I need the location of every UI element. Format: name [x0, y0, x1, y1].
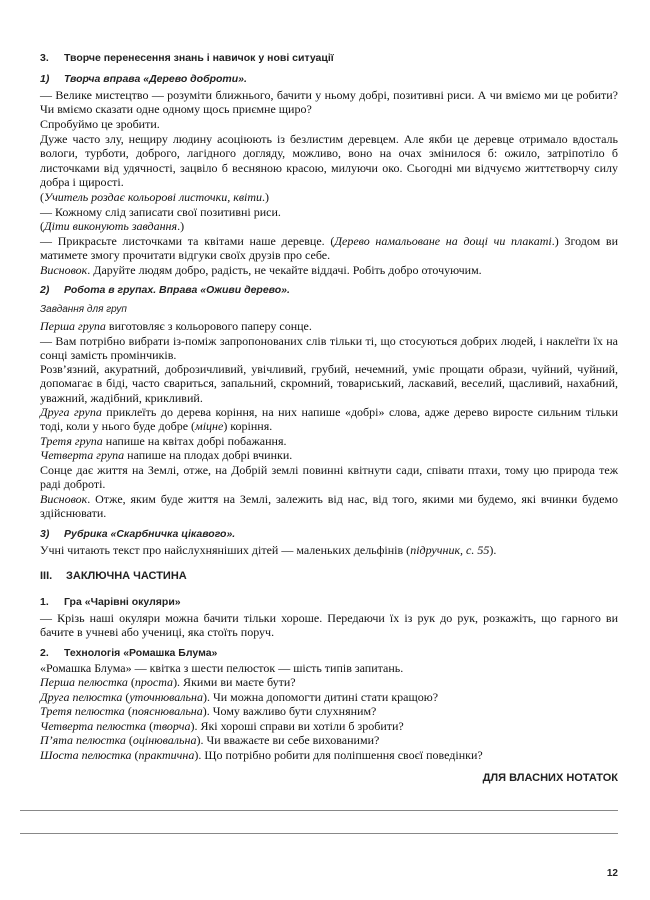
italic-fragment: П’ята пелюстка — [40, 733, 126, 747]
section-number: 3. — [40, 52, 49, 64]
group-task — [40, 319, 618, 333]
italic-fragment: Діти виконують завдання — [44, 219, 178, 233]
part-heading-III — [40, 570, 187, 582]
petal-question — [40, 733, 618, 747]
text-fragment: ). Чому важливо бути слухняним? — [202, 704, 377, 718]
conclusion — [40, 263, 618, 277]
text-fragment: напише на квітах добрі побажання. — [102, 434, 287, 448]
paragraph — [40, 543, 618, 557]
italic-fragment: Висновок — [40, 263, 88, 277]
text-fragment: виготовляє з кольорового паперу сонце. — [105, 319, 312, 333]
italic-fragment: Третя група — [40, 434, 103, 448]
petal-question — [40, 748, 618, 762]
page-number: 12 — [606, 868, 618, 879]
subsection-heading-3-3 — [40, 528, 235, 540]
italic-fragment: Перша група — [40, 319, 106, 333]
text-fragment: ( — [131, 748, 139, 762]
italic-fragment: проста — [134, 675, 174, 689]
text-fragment: ( — [146, 719, 154, 733]
text-fragment: приклеїть до дерева коріння, на них напише «добрі» слова, адже дерево виросте сильним тільки тоді, коли у нього буде добре ( — [40, 405, 618, 434]
petal-question — [40, 675, 618, 689]
group-task — [40, 405, 618, 434]
section-title: Творче перенесення знань і навичок у нові ситуації — [64, 52, 334, 64]
petal-question — [40, 704, 618, 718]
text-fragment: ). Чи можна допомогти дитині стати кращою? — [202, 690, 439, 704]
section-title: Гра «Чарівні окуляри» — [64, 596, 181, 608]
subsection-number: 3) — [40, 528, 50, 540]
italic-fragment: Учитель роздає кольорові листочки, квіти — [44, 190, 263, 204]
subsection-number: 2) — [40, 284, 50, 296]
paragraph: Сонце дає життя на Землі, отже, на Добрій землі повинні квітнути сади, співати птахи, тому цю природа теж раді доброті. — [40, 463, 618, 492]
subsection-title: Робота в групах. Вправа «Оживи дерево». — [64, 284, 290, 296]
subsection-title: Рубрика «Скарбничка цікавого». — [64, 528, 236, 540]
section-title: Технологія «Ромашка Блума» — [64, 647, 218, 659]
text-fragment: ( — [40, 190, 44, 204]
word-list: Розв’язний, акуратний, доброзичливий, увічливий, грубий, нечемний, уміє прощати образи, чуйний, чуйний, допомагає в біді, часто свариться, запальний, скромний, товариський, ласкавий, веселий, щасливий, нахабний, уважний, жадібний, крикливий. — [40, 362, 618, 405]
subsection-number: 1) — [40, 73, 50, 85]
paragraph: — Кожному слід записати свої позитивні риси. — [40, 205, 281, 219]
paragraph: Дуже часто злу, нещиру людину асоціюють із безлистим деревцем. Але якби це деревце отримало вдосталь вологи, турботи, доброго, лагідного догляду, можливо, воно на очах змінилося б: ожило, затріпотіло б листочками від удячності, зацвіло б весняною красою, милуючи око. Сьогодні ми відчуємо життєтворчу силу добра і щирості. — [40, 132, 618, 189]
italic-fragment: практична — [138, 748, 195, 762]
italic-fragment: Дерево намальоване на дощі чи плакаті — [334, 234, 552, 248]
italic-fragment: пояснювальна — [131, 704, 203, 718]
notes-title: ДЛЯ ВЛАСНИХ НОТАТОК — [482, 772, 618, 784]
italic-fragment: Шоста пелюстка — [40, 748, 132, 762]
petal-question — [40, 719, 618, 733]
text-fragment: ). — [489, 543, 497, 557]
paragraph: — Вам потрібно вибрати із-поміж запропонованих слів тільки ті, що стосуються добрих людей, і наклеїти їх на сонці замість промінчиків. — [40, 334, 618, 363]
conclusion — [40, 492, 618, 521]
text-fragment: ) коріння. — [223, 419, 273, 434]
section-heading-2 — [40, 647, 217, 659]
text-fragment: ( — [125, 733, 133, 747]
subsection-title: Творча вправа «Дерево доброти». — [64, 73, 247, 85]
tasks-label: Завдання для груп — [40, 304, 127, 315]
paragraph — [40, 234, 618, 263]
text-fragment: ( — [40, 219, 44, 233]
text-fragment: .) — [177, 219, 185, 233]
group-task — [40, 448, 618, 462]
text-fragment: ( — [127, 675, 135, 689]
section-number: 1. — [40, 596, 49, 608]
subsection-heading-3-1 — [40, 73, 247, 85]
paragraph: — Крізь наші окуляри можна бачити тільки хороше. Передаючи їх із рук до рук, розкажіть, що гарного ви бачите в учневі або учениці, яка стоїть поруч. — [40, 611, 618, 640]
note-line — [20, 810, 618, 811]
section-number: 2. — [40, 647, 49, 659]
stage-direction — [40, 219, 618, 233]
stage-direction — [40, 190, 618, 204]
text-fragment: ). Чи вважаєте ви себе вихованими? — [196, 733, 380, 747]
text-fragment: ). Якими ви маєте бути? — [173, 675, 296, 689]
section-heading-3 — [40, 52, 334, 64]
part-title: ЗАКЛЮЧНА ЧАСТИНА — [66, 570, 187, 582]
petal-question — [40, 690, 618, 704]
italic-fragment: творча — [153, 719, 191, 733]
text-fragment: Учні читають текст про найслухняніших дітей — маленьких дельфінів ( — [40, 543, 411, 557]
paragraph: Спробуймо це зробити. — [40, 117, 160, 131]
text-fragment: ( — [122, 690, 130, 704]
paragraph: — Велике мистецтво — розуміти ближнього, бачити у ньому добрі, позитивні риси. А чи вміємо ми це робити? Чи вміємо сказати одне одному щось приємне щиро? — [40, 88, 618, 117]
italic-fragment: Третя пелюстка — [40, 704, 125, 718]
note-line — [20, 833, 618, 834]
paragraph: «Ромашка Блума» — квітка з шести пелюсток — шість типів запитань. — [40, 661, 404, 675]
italic-fragment: Друга пелюстка — [40, 690, 123, 704]
italic-fragment: Друга група — [40, 405, 102, 419]
italic-fragment: Висновок — [40, 492, 88, 506]
italic-fragment: оцінювальна — [132, 733, 197, 747]
text-fragment: ). Що потрібно робити для поліпшення своєї поведінки? — [194, 748, 483, 762]
text-fragment: .) Згодом ви матимете змогу прочитати відгуки своїх друзів про себе. — [40, 234, 618, 263]
text-fragment: — Прикрасьте листочками та квітами наше деревце. ( — [40, 234, 335, 248]
text-fragment: ( — [124, 704, 132, 718]
italic-fragment: Четверта група — [40, 448, 125, 462]
part-number: III. — [40, 570, 53, 582]
section-heading-1 — [40, 596, 181, 608]
italic-fragment: уточнювальна — [129, 690, 203, 704]
italic-fragment: міцне — [195, 419, 224, 434]
group-task — [40, 434, 618, 448]
italic-fragment: підручник, с. 55 — [410, 543, 490, 557]
text-fragment: ). Які хороші справи ви хотіли б зробити? — [190, 719, 404, 733]
text-fragment: напише на плодах добрі вчинки. — [124, 448, 293, 462]
subsection-heading-3-2 — [40, 284, 290, 296]
text-fragment: .) — [262, 190, 270, 204]
text-fragment: . Отже, яким буде життя на Землі, залежить від нас, від того, якими ми будемо, які вчинки будемо здійснювати. — [40, 492, 618, 521]
text-fragment: . Даруйте людям добро, радість, не чекайте віддачі. Робіть добро оточуючим. — [87, 263, 482, 277]
italic-fragment: Перша пелюстка — [40, 675, 128, 689]
italic-fragment: Четверта пелюстка — [40, 719, 147, 733]
